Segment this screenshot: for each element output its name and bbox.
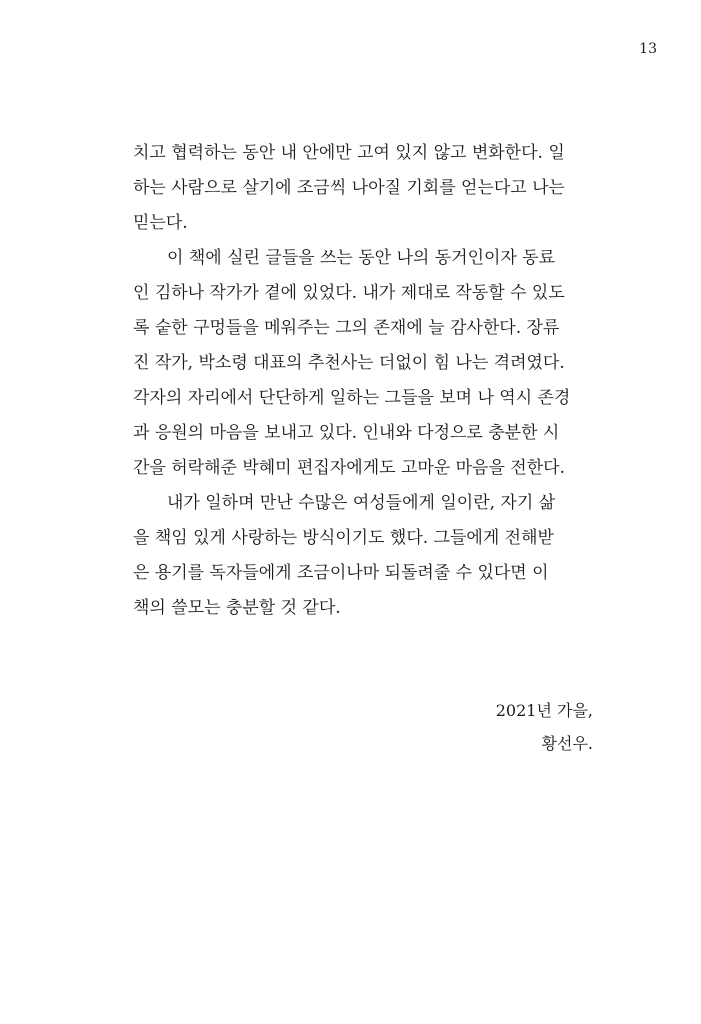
text-line: 각자의 자리에서 단단하게 일하는 그들을 보며 나 역시 존경	[133, 388, 571, 408]
text-line: 진 작가, 박소령 대표의 추천사는 더없이 힘 나는 격려였다.	[133, 353, 565, 373]
text-line: 간을 허락해준 박혜미 편집자에게도 고마운 마음을 전한다.	[133, 458, 565, 478]
signature-date: 2021년 가을,	[495, 701, 593, 720]
paragraph-start-line: 이 책에 실린 글들을 쓰는 동안 나의 동거인이자 동료	[167, 248, 556, 268]
text-line: 은 용기를 독자들에게 조금이나마 되돌려줄 수 있다면 이	[133, 563, 549, 583]
signature-author: 황선우.	[541, 734, 593, 753]
page-number: 13	[639, 41, 657, 57]
text-line: 을 책임 있게 사랑하는 방식이기도 했다. 그들에게 전해받	[133, 528, 554, 548]
text-line: 책의 쓸모는 충분할 것 같다.	[133, 598, 341, 618]
paragraph-start-line: 내가 일하며 만난 수많은 여성들에게 일이란, 자기 삶	[167, 493, 556, 513]
text-line: 믿는다.	[133, 213, 188, 233]
body-text	[133, 136, 593, 626]
text-line: 치고 협력하는 동안 내 안에만 고여 있지 않고 변화한다. 일	[133, 143, 565, 163]
text-line: 록 숱한 구멍들을 메워주는 그의 존재에 늘 감사한다. 장류	[133, 318, 560, 338]
text-line: 하는 사람으로 살기에 조금씩 나아질 기회를 얻는다고 나는	[133, 178, 565, 198]
text-line: 인 김하나 작가가 곁에 있었다. 내가 제대로 작동할 수 있도	[133, 283, 565, 303]
text-line: 과 응원의 마음을 보내고 있다. 인내와 다정으로 충분한 시	[133, 423, 560, 443]
signature-block	[496, 694, 593, 760]
